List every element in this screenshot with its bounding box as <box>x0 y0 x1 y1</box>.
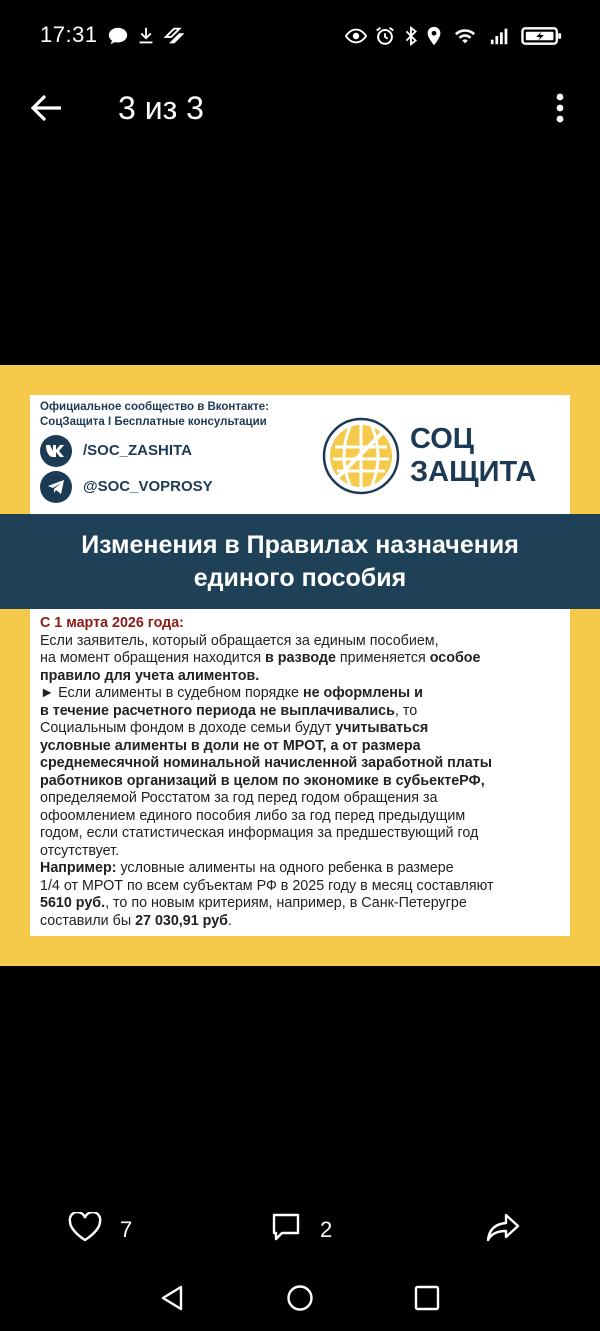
image-counter: 3 из 3 <box>118 90 204 126</box>
text-span: офоомлением единого пособия либо за год перед предыдущим <box>40 807 466 824</box>
square-recents-icon <box>414 1285 440 1316</box>
date-heading: С 1 марта 2026 года: <box>40 615 184 631</box>
like-count: 7 <box>120 1217 133 1242</box>
card-header <box>30 395 570 515</box>
comment-icon <box>270 1211 302 1249</box>
text-span: ► Если алименты в судебном порядке <box>40 685 303 701</box>
comment-count: 2 <box>320 1217 333 1242</box>
bluetooth-icon <box>399 24 423 48</box>
arrow-left-icon <box>29 93 63 128</box>
vk-icon <box>40 435 72 467</box>
text-span: , то по новым критериям, например, в Санк-Петеругре <box>105 895 467 911</box>
text-span: на момент обращения находится <box>40 650 266 666</box>
text-bold: особое <box>429 650 481 666</box>
more-vertical-icon <box>556 93 564 128</box>
text-bold: правило для учета алиментов. <box>40 667 260 684</box>
paragraph-2 <box>40 685 570 860</box>
community-line-2: СоцЗащита I Бесплатные консультации <box>40 416 267 428</box>
status-time: 17:31 <box>40 22 98 47</box>
more-options-button[interactable] <box>542 88 578 132</box>
headline-line-2: единого пособия <box>193 564 407 592</box>
battery-icon <box>520 24 564 48</box>
text-span: определяемой Росстатом за год перед годом обращения за <box>40 790 438 806</box>
text-bold: Например: <box>40 860 117 876</box>
headline-line-1: Изменения в Правилах назначения <box>81 531 519 559</box>
download-icon <box>134 24 158 48</box>
wifi-icon <box>451 24 479 48</box>
eye-icon <box>343 24 369 48</box>
location-icon <box>422 24 446 48</box>
text-bold: в течение расчетного периода не выплачивались <box>40 702 395 719</box>
share-arrow-icon <box>486 1212 520 1248</box>
chat-bubble-icon <box>106 24 130 48</box>
share-button[interactable] <box>486 1208 520 1252</box>
heart-icon <box>68 1212 102 1248</box>
circle-home-icon <box>286 1284 314 1317</box>
text-span: Если заявитель, который обращается за единым пособием, <box>40 632 439 649</box>
card-body <box>40 615 570 930</box>
comment-button[interactable] <box>270 1208 332 1252</box>
telegram-icon <box>40 471 72 503</box>
text-span: условные алименты на одного ребенка в размере <box>116 860 454 876</box>
alarm-icon <box>373 24 397 48</box>
logo-text-line-2: ЗАЩИТА <box>410 456 537 488</box>
text-bold: среднемесячной номинальной начисленной заработной платы <box>40 755 492 771</box>
text-bold: работников организаций в целом по экономике в субьектеРФ, <box>40 772 485 789</box>
logo-text-line-1: СОЦ <box>410 423 474 455</box>
text-span: составили бы <box>40 912 136 929</box>
text-span: . <box>227 912 232 929</box>
headline-band <box>0 514 600 609</box>
globe-logo-icon <box>322 417 400 495</box>
text-span: применяется <box>335 650 430 666</box>
text-bold: 5610 руб. <box>40 895 106 911</box>
nav-recents-button[interactable] <box>407 1280 447 1320</box>
text-span: годом, если статистическая информация за предшествующий год <box>40 825 479 841</box>
headline <box>0 529 600 595</box>
text-bold: 27 030,91 руб <box>135 912 228 929</box>
text-span: 1/4 от МРОТ по всем субъектам РФ в 2025 году в месяц составляют <box>40 877 494 894</box>
text-span: , то <box>394 702 418 719</box>
post-image[interactable] <box>0 365 600 966</box>
text-bold: не оформлены и <box>302 685 423 701</box>
like-button[interactable] <box>68 1208 132 1252</box>
nav-back-button[interactable] <box>152 1280 192 1320</box>
text-bold: в разводе <box>265 650 336 666</box>
text-bold: условные алименты в доли не от МРОТ, а от размера <box>40 737 421 754</box>
paragraph-1 <box>40 633 570 686</box>
triangle-back-icon <box>160 1285 184 1316</box>
signal-icon <box>486 24 514 48</box>
text-bold: учитываться <box>335 720 429 736</box>
text-span: Социальным фондом в доходе семьи будут <box>40 720 336 736</box>
nav-home-button[interactable] <box>280 1280 320 1320</box>
community-line-1: Официальное сообщество в Вконтакте: <box>40 401 269 413</box>
back-button[interactable] <box>24 88 68 132</box>
vk-handle: /SOC_ZASHITA <box>83 442 192 459</box>
text-span: отсутствует. <box>40 842 120 859</box>
paragraph-3 <box>40 860 570 930</box>
tags-icon <box>162 24 186 48</box>
telegram-handle: @SOC_VOPROSY <box>83 478 213 495</box>
